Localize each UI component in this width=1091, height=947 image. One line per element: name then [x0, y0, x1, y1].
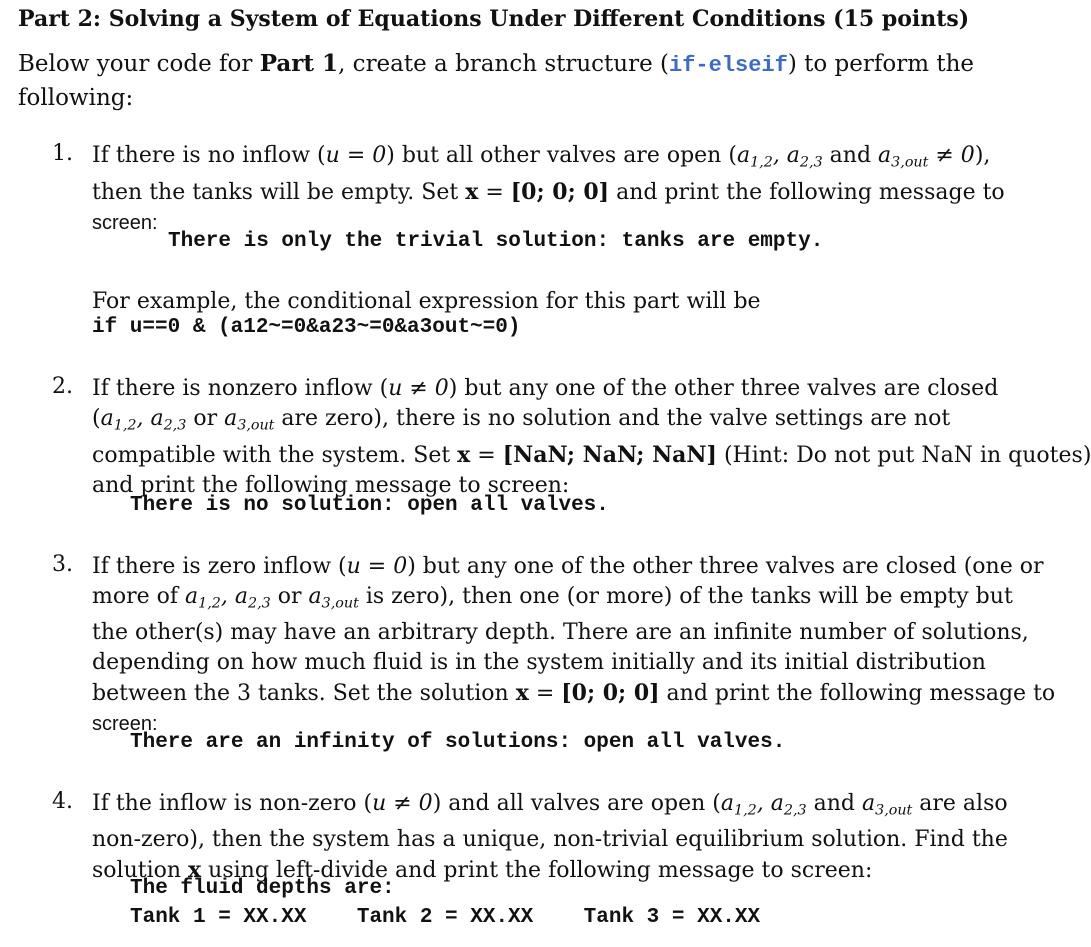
example-line: For example, the conditional expression for this part will be	[92, 289, 761, 314]
intro-paragraph: Below your code for Part 1, create a branch structure (if-elseif) to perform the following:	[18, 50, 974, 111]
item-2-text: If there is nonzero inflow (u ≠ 0) but any one of the other three valves are closed ($a_{1,2}$, $a_{2,3}$ or $a_{3,out}$ are zero), there is no solution and the valve settings are not compatible with the system. Set x = [NaN; NaN; NaN] (Hint: Do not put NaN in quotes) and print the following message to screen:	[92, 376, 1091, 499]
page-title: Part 2: Solving a System of Equations Under Different Conditions (15 points)	[18, 6, 970, 32]
item-4-text: If the inflow is non-zero (u ≠ 0) and all valves are open ($a_{1,2}$, $a_{2,3}$ and $a_{3,out}$ are also non-zero), then the system has a unique, non-trivial equilibrium solution. Find the solution x using left-divide and print the following message to screen:	[92, 791, 1008, 884]
part1-bold: Part 1	[259, 50, 339, 77]
item-3-text: If there is zero inflow (u = 0) but any one of the other three valves are closed (one or more of $a_{1,2}$, $a_{2,3}$ or $a_{3,out}$ is zero), then one (or more) of the tanks will be empty but the other(s) may have an arbitrary depth. There are an infinite number of solutions, depending on how much fluid is in the system initially and its initial distribution between the 3 tanks. Set the solution x = [0; 0; 0] and print the following message to screen:	[92, 554, 1056, 736]
message-no-solution: There is no solution: open all valves.	[130, 494, 609, 517]
message-trivial: There is only the trivial solution: tanks are empty.	[168, 230, 824, 253]
example-code: if u==0 & (a12~=0&a23~=0&a3out~=0)	[92, 316, 521, 339]
message-depths-values: Tank 1 = XX.XX Tank 2 = XX.XX Tank 3 = XX.XX	[130, 906, 761, 929]
item-number: 2.	[52, 374, 73, 399]
code-keyword: if-elseif	[669, 53, 788, 78]
item-1-text: If there is no inflow (u = 0) but all other valves are open ($a_{1,2}$, $a_{2,3}$ and $a_{3,out} \ne 0$), then the tanks will be empty. Set x = [0; 0; 0] and print the following message to screen:	[92, 143, 1005, 235]
message-depths-heading: The fluid depths are:	[130, 877, 395, 900]
item-number: 3.	[52, 552, 73, 577]
item-number: 4.	[52, 789, 73, 814]
message-infinity: There are an infinity of solutions: open all valves.	[130, 731, 786, 754]
item-number: 1.	[52, 141, 73, 166]
